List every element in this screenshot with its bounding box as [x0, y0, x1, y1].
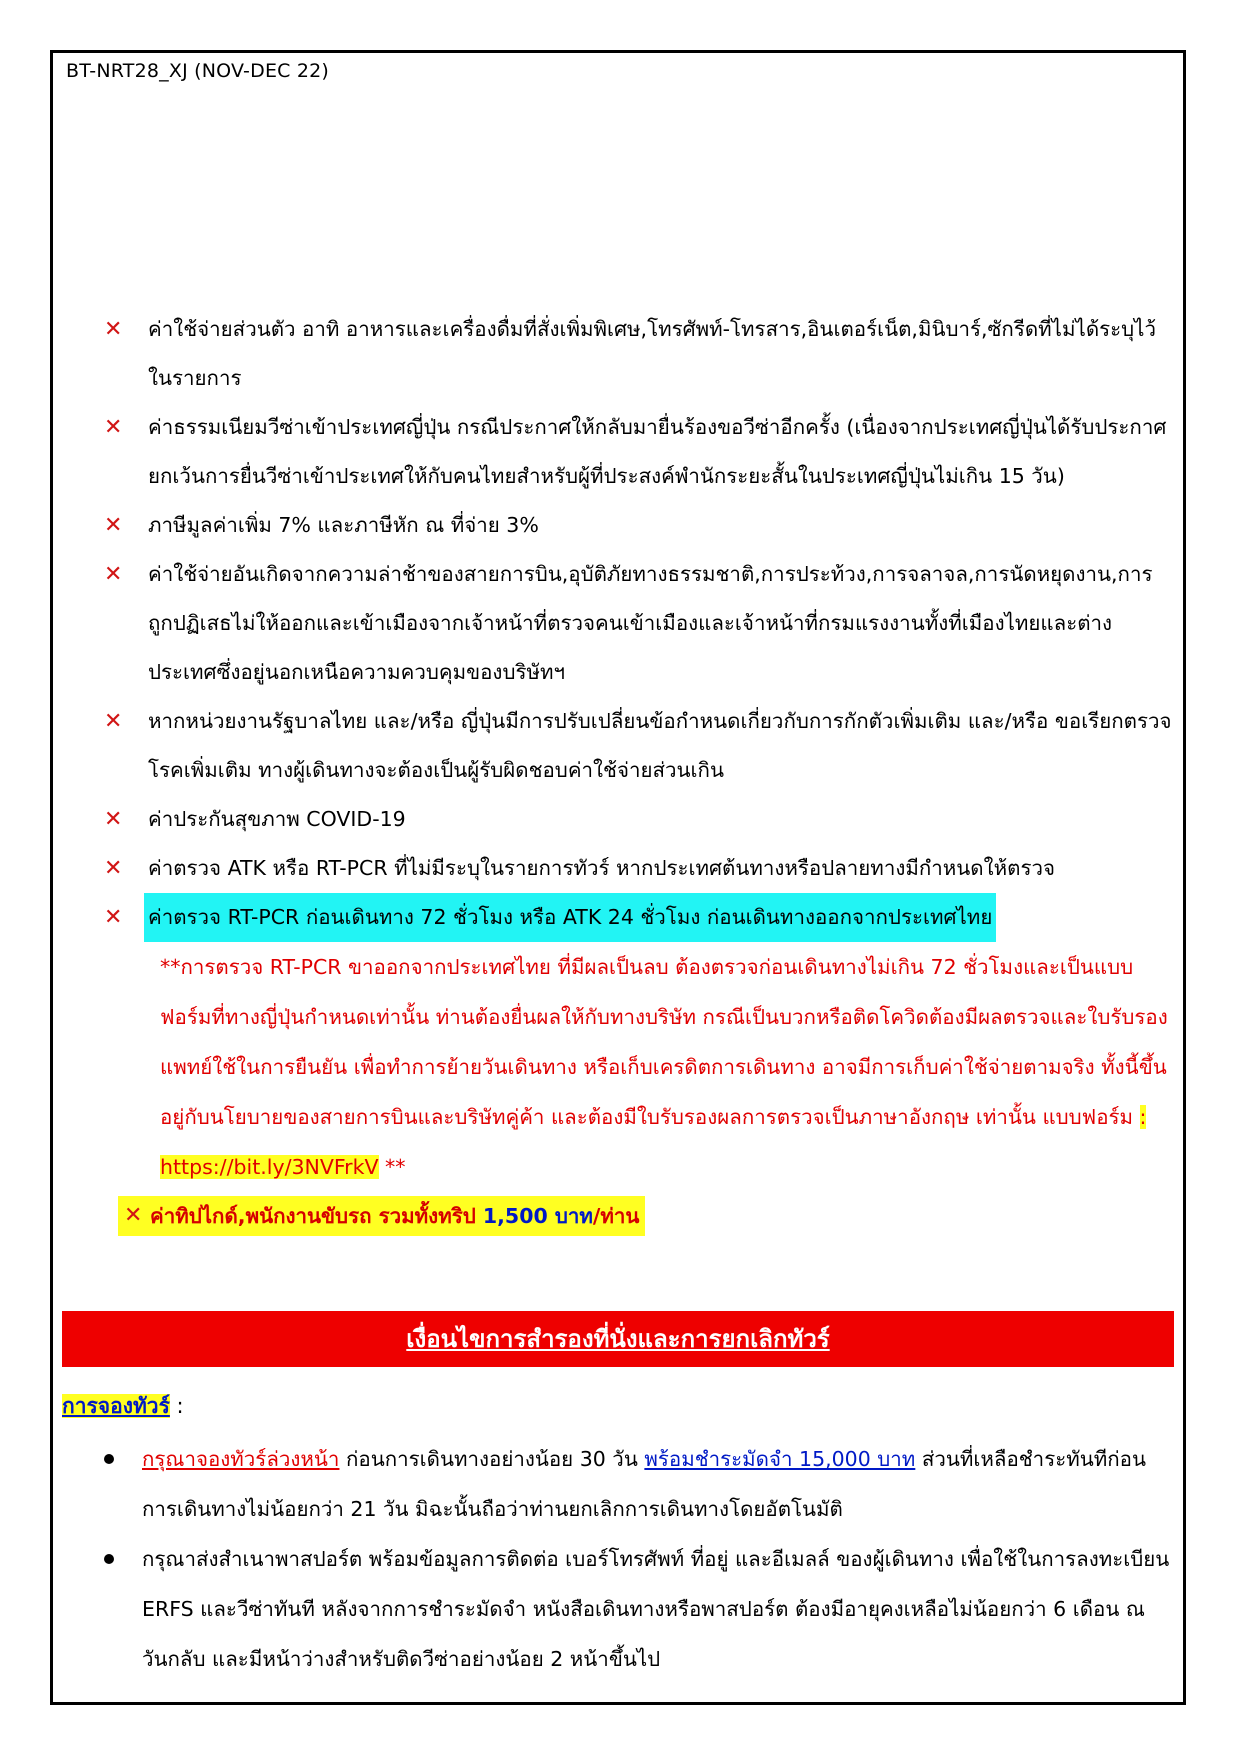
cross-icon: ✕ — [104, 856, 123, 881]
cross-icon: ✕ — [104, 415, 123, 440]
cross-icon: ✕ — [124, 1203, 143, 1228]
exclusion-item: ✕ ภาษีมูลค่าเพิ่ม 7% และภาษีหัก ณ ที่จ่าย 3% — [104, 501, 1176, 550]
exclusion-item: ✕ ค่าประกันสุขภาพ COVID-19 — [104, 795, 1176, 844]
booking-heading-line: การจองทัวร์ : — [62, 1394, 184, 1418]
cross-icon: ✕ — [104, 709, 123, 734]
highlighted-exclusion: ✕ ค่าตรวจ RT-PCR ก่อนเดินทาง 72 ชั่วโมง หรือ ATK 24 ชั่วโมง ก่อนเดินทางออกจากประเทศไทย — [104, 893, 1176, 942]
bullet-dot-icon — [104, 1554, 114, 1564]
document-code: BT-NRT28_XJ (NOV-DEC 22) — [66, 60, 330, 82]
exclusion-item: ✕ ค่าตรวจ ATK หรือ RT-PCR ที่ไม่มีระบุในรายการทัวร์ หากประเทศต้นทางหรือปลายทางมีกำหนดให้ตรวจ — [104, 844, 1176, 893]
cross-icon: ✕ — [104, 513, 123, 538]
exclusion-item: ✕ ค่าใช้จ่ายอันเกิดจากความล่าช้าของสายการบิน,อุบัติภัยทางธรรมชาติ,การประท้วง,การจลาจล,การนัดหยุดงาน,การถูกปฏิเสธไม่ให้ออกและเข้าเมืองจากเจ้าหน้าที่ตรวจคนเข้าเมืองและเจ้าหน้าที่กรมแรงงานทั้งที่เมืองไทยและต่างประเทศซึ่งอยู่นอกเหนือความควบคุมของบริษัทฯ — [104, 550, 1176, 697]
conditions-banner: เงื่อนไขการสำรองที่นั่งและการยกเลิกทัวร์ — [62, 1311, 1174, 1367]
form-link[interactable]: : https://bit.ly/3NVFrkV — [160, 1105, 1147, 1179]
list-item: กรุณาส่งสำเนาพาสปอร์ต พร้อมข้อมูลการติดต่อ เบอร์โทรศัพท์ ที่อยู่ และอีเมลล์ ของผู้เดินทาง เพื่อใช้ในการลงทะเบียน ERFS และวีซ่าทันที หลังจากการชำระมัดจำ หนังสือเดินทางหรือพาสปอร์ต ต้องมีอายุคงเหลือไม่น้อยกว่า 6 เดือน ณ วันกลับ และมีหน้าว่างสำหรับติดวีซ่าอย่างน้อย 2 หน้าขึ้นไป — [62, 1534, 1174, 1684]
booking-heading: การจองทัวร์ — [62, 1394, 170, 1418]
exclusion-item: ✕ หากหน่วยงานรัฐบาลไทย และ/หรือ ญี่ปุ่นมีการปรับเปลี่ยนข้อกำหนดเกี่ยวกับการกักตัวเพิ่มเติม และ/หรือ ขอเรียกตรวจโรคเพิ่มเติม ทางผู้เดินทางจะต้องเป็นผู้รับผิดชอบค่าใช้จ่ายส่วนเกิน — [104, 697, 1176, 795]
exclusions-list — [104, 305, 1176, 1241]
exclusion-item: ✕ ค่าใช้จ่ายส่วนตัว อาทิ อาหารและเครื่องดื่มที่สั่งเพิ่มพิเศษ,โทรศัพท์-โทรสาร,อินเตอร์เน็ต,มินิบาร์,ซักรีดที่ไม่ได้ระบุไว้ในรายการ — [104, 305, 1176, 403]
cross-icon: ✕ — [104, 905, 123, 930]
cross-icon: ✕ — [104, 317, 123, 342]
cross-icon: ✕ — [104, 562, 123, 587]
book-in-advance-link[interactable]: กรุณาจองทัวร์ล่วงหน้า — [142, 1447, 340, 1471]
deposit-link[interactable]: พร้อมชำระมัดจำ 15,000 บาท — [644, 1447, 916, 1471]
cross-icon: ✕ — [104, 807, 123, 832]
bullet-dot-icon — [104, 1454, 114, 1464]
covid-note: **การตรวจ RT-PCR ขาออกจากประเทศไทย ที่มีผลเป็นลบ ต้องตรวจก่อนเดินทางไม่เกิน 72 ชั่วโมงและเป็นแบบฟอร์มที่ทางญี่ปุ่นกำหนดเท่านั้น ท่านต้องยื่นผลให้กับทางบริษัท กรณีเป็นบวกหรือติดโควิดต้องมีผลตรวจและใบรับรองแพทย์ใช้ในการยืนยัน เพื่อทำการย้ายวันเดินทาง หรือเก็บเครดิตการเดินทาง อาจมีการเก็บค่าใช้จ่ายตามจริง ทั้งนี้ขึ้นอยู่กับนโยบายของสายการบินและบริษัทคู่ค้า และต้องมีใบรับรองผลการตรวจเป็นภาษาอังกฤษ เท่านั้น แบบฟอร์ม : https://bit.ly/3NVFrkV ** — [160, 955, 1168, 1179]
tip-exclusion: ✕ ค่าทิปไกด์,พนักงานขับรถ รวมทั้งทริป 1,500 บาท/ท่าน — [118, 1196, 645, 1236]
exclusion-item: ✕ ค่าธรรมเนียมวีซ่าเข้าประเทศญี่ปุ่น กรณีประกาศให้กลับมายื่นร้องขอวีซ่าอีกครั้ง (เนื่องจากประเทศญี่ปุ่นได้รับประกาศยกเว้นการยื่นวีซ่าเข้าประเทศให้กับคนไทยสำหรับผู้ที่ประสงค์พำนักระยะสั้นในประเทศญี่ปุ่นไม่เกิน 15 วัน) — [104, 403, 1176, 501]
list-item: กรุณาจองทัวร์ล่วงหน้า ก่อนการเดินทางอย่างน้อย 30 วัน พร้อมชำระมัดจำ 15,000 บาท ส่วนที่เหลือชำระทันทีก่อนการเดินทางไม่น้อยกว่า 21 วัน มิฉะนั้นถือว่าท่านยกเลิกการเดินทางโดยอัตโนมัติ — [62, 1434, 1174, 1534]
booking-list — [62, 1434, 1174, 1684]
